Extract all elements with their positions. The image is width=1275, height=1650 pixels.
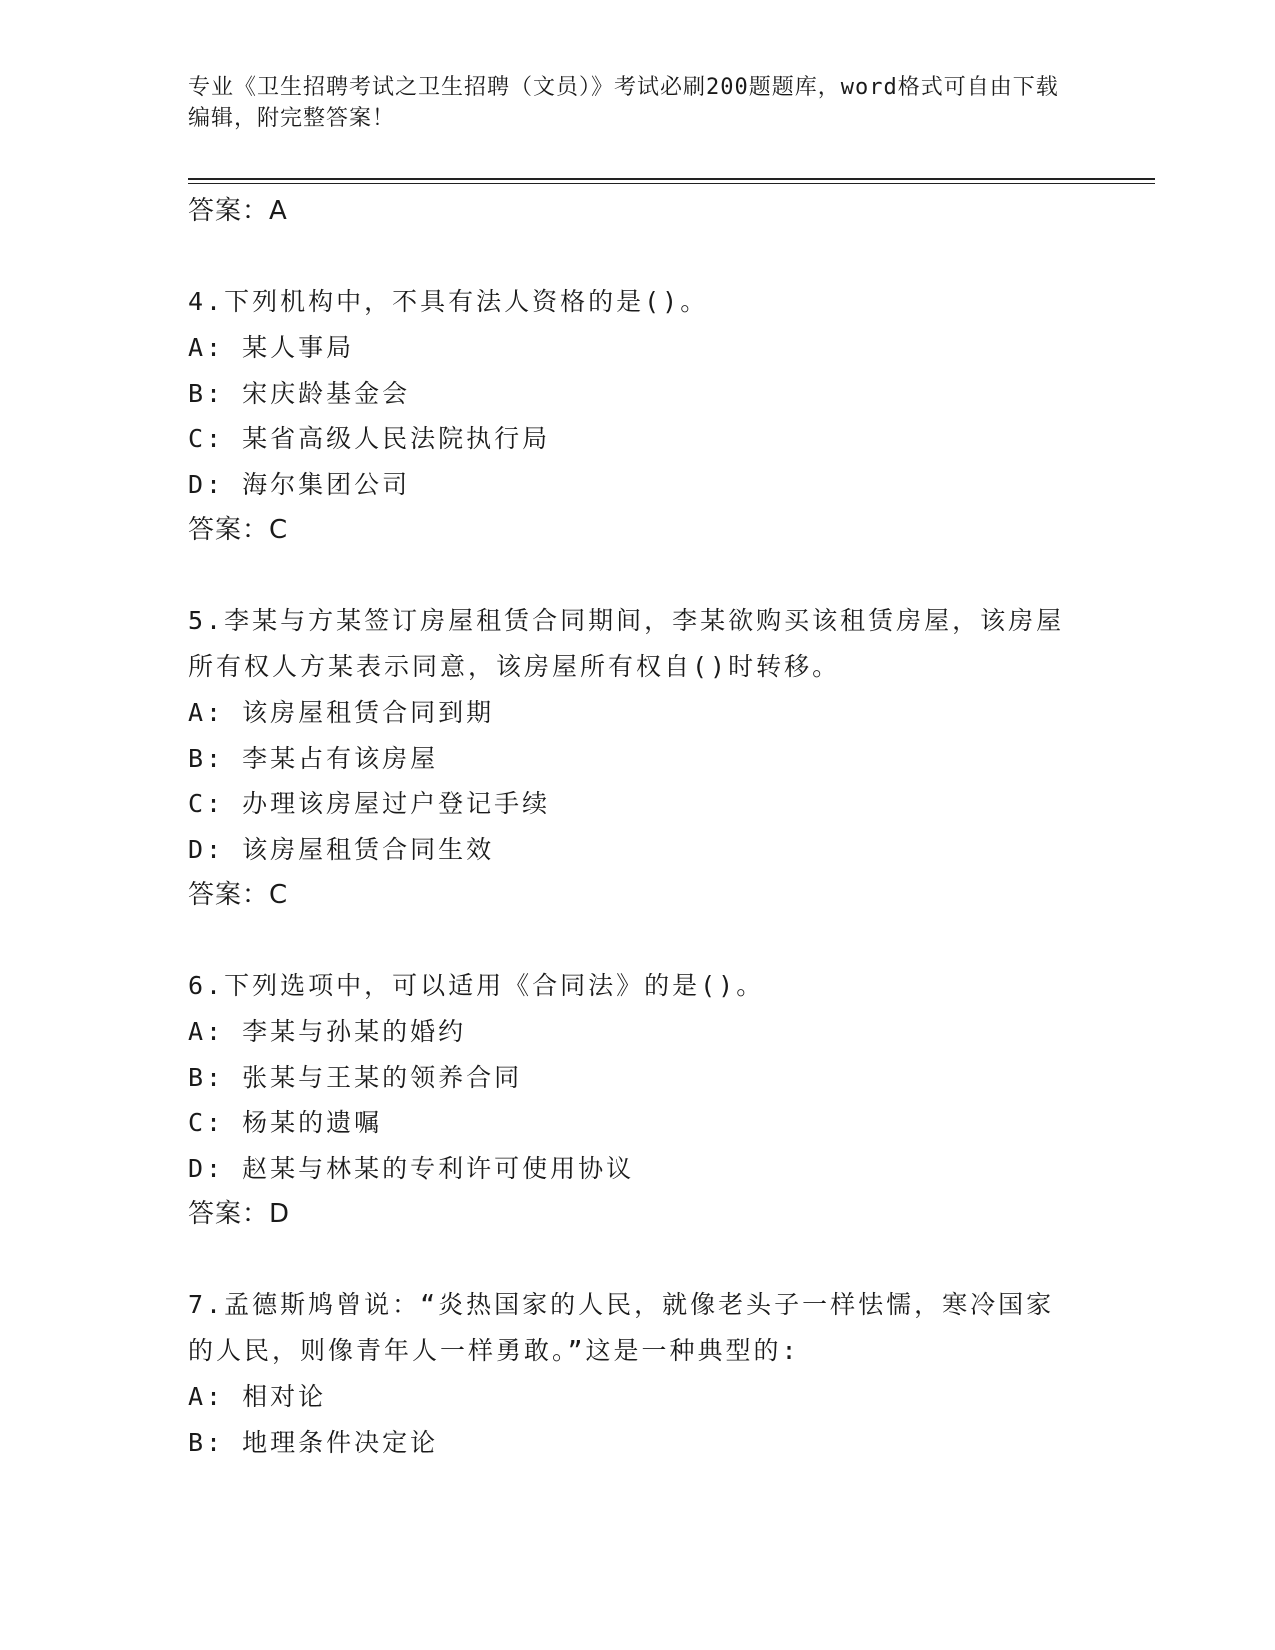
- answer-line: 答案：A: [188, 196, 288, 226]
- document-header: 专业《卫生招聘考试之卫生招聘（文员）》考试必刷200题题库，word格式可自由下载编辑，附完整答案！: [188, 75, 1059, 131]
- question-block: [188, 279, 1068, 553]
- question-stem: 6.下列选项中，可以适用《合同法》的是()。: [188, 971, 765, 1000]
- option-d: D: 该房屋租赁合同生效: [188, 834, 495, 864]
- option-c: C: 办理该房屋过户登记手续: [188, 789, 551, 818]
- question-block: [188, 963, 1068, 1237]
- question-block: [188, 598, 1068, 918]
- option-b: B: 地理条件决定论: [188, 1427, 439, 1457]
- document-body: [188, 188, 1068, 1465]
- option-a: A: 该房屋租赁合同到期: [188, 698, 495, 727]
- question-stem: 7.孟德斯鸠曾说：“炎热国家的人民，就像老头子一样怯懦，寒冷国家的人民，则像青年人一样勇敢。”这是一种典型的:: [188, 1290, 1055, 1365]
- header-divider-thick: [188, 178, 1155, 180]
- answer-line: 答案：D: [188, 1199, 291, 1229]
- question-block: [188, 1282, 1068, 1465]
- option-d: D: 海尔集团公司: [188, 469, 411, 499]
- option-a: A: 某人事局: [188, 333, 355, 362]
- answer-line: 答案：C: [188, 880, 289, 910]
- option-a: A: 李某与孙某的婚约: [188, 1017, 467, 1046]
- question-stem: 5.李某与方某签订房屋租赁合同期间，李某欲购买该租赁房屋，该房屋所有权人方某表示同意，该房屋所有权自()时转移。: [188, 606, 1065, 681]
- answer-line: 答案：C: [188, 515, 289, 545]
- option-c: C: 某省高级人民法院执行局: [188, 424, 551, 453]
- option-b: B: 李某占有该房屋: [188, 743, 439, 773]
- option-a: A: 相对论: [188, 1382, 327, 1411]
- option-b: B: 张某与王某的领养合同: [188, 1062, 523, 1092]
- question-stem: 4.下列机构中，不具有法人资格的是()。: [188, 287, 709, 316]
- option-b: B: 宋庆龄基金会: [188, 378, 411, 408]
- option-c: C: 杨某的遗嘱: [188, 1108, 383, 1137]
- option-d: D: 赵某与林某的专利许可使用协议: [188, 1153, 635, 1183]
- header-divider-thin: [188, 183, 1155, 184]
